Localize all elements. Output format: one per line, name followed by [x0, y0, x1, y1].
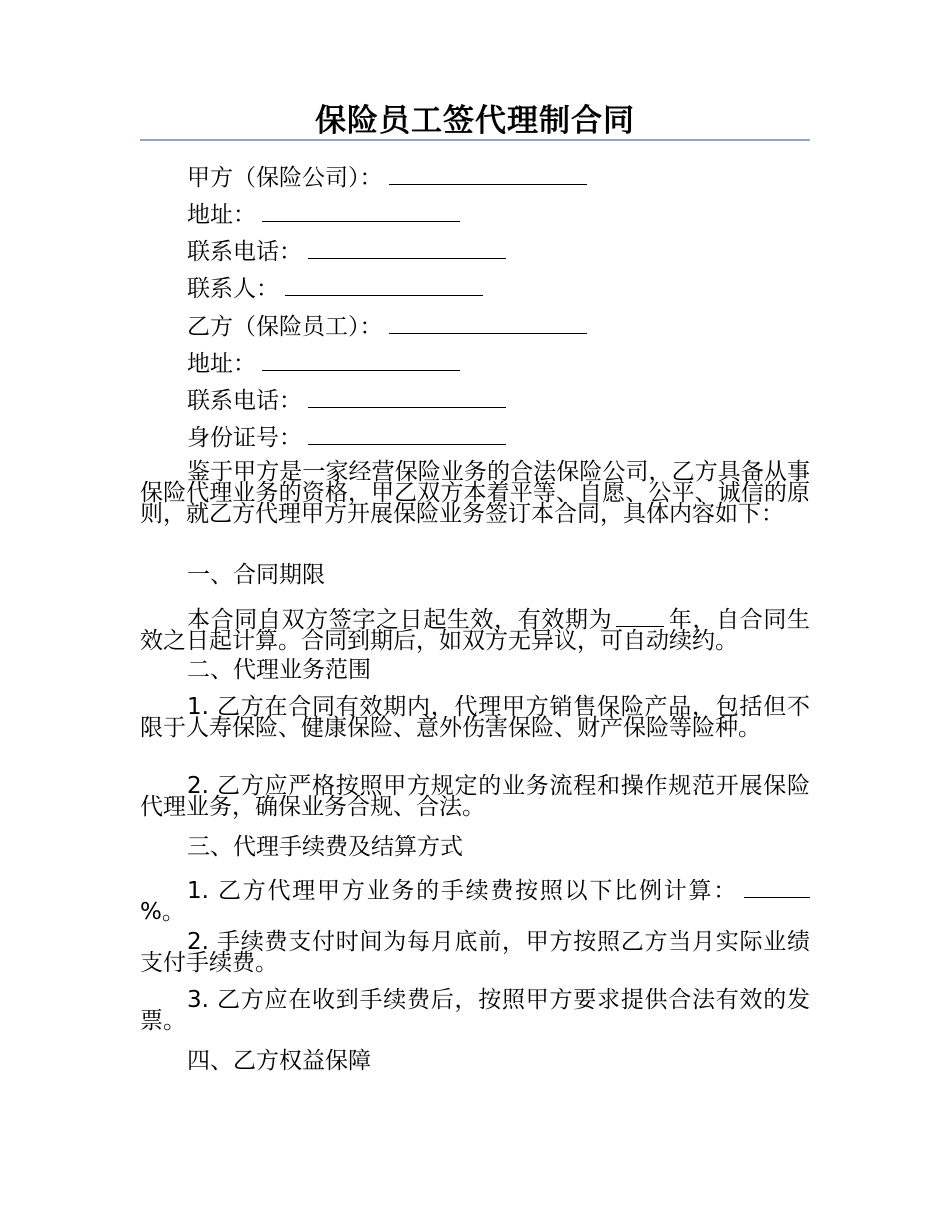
field-label: 联系人：	[187, 276, 279, 302]
field-label: 联系电话：	[187, 388, 302, 414]
term-paragraph	[140, 602, 810, 652]
fill-blank	[389, 309, 587, 334]
fill-blank	[389, 160, 587, 185]
field-label: 地址：	[187, 202, 256, 228]
fees-paragraph-1	[140, 873, 810, 923]
fill-blank	[308, 383, 506, 408]
fill-blank	[285, 271, 483, 296]
title-underline	[140, 139, 810, 141]
fill-blank	[308, 234, 506, 259]
document-title: 保险员工签代理制合同	[315, 103, 635, 139]
party-a-address-field	[187, 197, 460, 230]
paragraph-text: 年，自合同生效之日起计算。合同到期后，如双方无异议，可自动续约。	[140, 607, 810, 654]
field-label: 联系电话：	[187, 239, 302, 265]
field-label: 甲方（保险公司）：	[187, 165, 383, 191]
scope-paragraph-2: 2. 乙方应严格按照甲方规定的业务流程和操作规范开展保险代理业务，确保业务合规、合法。	[140, 773, 810, 820]
field-label: 乙方（保险员工）：	[187, 314, 383, 340]
fill-blank	[744, 873, 810, 898]
fill-blank	[262, 346, 460, 371]
section-heading-term: 一、合同期限	[187, 562, 325, 588]
fill-blank	[308, 420, 506, 445]
party-b-address-field	[187, 346, 460, 379]
intro-paragraph: 鉴于甲方是一家经营保险业务的合法保险公司，乙方具备从事保险代理业务的资格，甲乙双方本着平等、自愿、公平、诚信的原则，就乙方代理甲方开展保险业务签订本合同，具体内容如下：	[140, 459, 810, 527]
party-a-contact-field	[187, 271, 483, 304]
fees-paragraph-2: 2. 手续费支付时间为每月底前，甲方按照乙方当月实际业绩支付手续费。	[140, 929, 810, 976]
party-a-phone-field	[187, 234, 506, 267]
paragraph-text: %。	[140, 899, 185, 925]
field-label: 身份证号：	[187, 425, 302, 451]
party-a-company-field	[187, 160, 587, 193]
fill-blank	[616, 602, 664, 627]
section-heading-scope: 二、代理业务范围	[187, 657, 371, 683]
party-b-employee-field	[187, 309, 587, 342]
field-label: 地址：	[187, 351, 256, 377]
section-heading-rights: 四、乙方权益保障	[187, 1048, 371, 1074]
paragraph-text: 本合同自双方签字之日起生效，有效期为	[187, 607, 613, 633]
fees-paragraph-3: 3. 乙方应在收到手续费后，按照甲方要求提供合法有效的发票。	[140, 987, 810, 1034]
party-b-phone-field	[187, 383, 506, 416]
scope-paragraph-1: 1. 乙方在合同有效期内，代理甲方销售保险产品，包括但不限于人寿保险、健康保险、意外伤害保险、财产保险等险种。	[140, 694, 810, 741]
section-heading-fees: 三、代理手续费及结算方式	[187, 834, 463, 860]
paragraph-text: 1. 乙方代理甲方业务的手续费按照以下比例计算：	[187, 878, 738, 904]
fill-blank	[262, 197, 460, 222]
party-b-id-field	[187, 420, 506, 453]
